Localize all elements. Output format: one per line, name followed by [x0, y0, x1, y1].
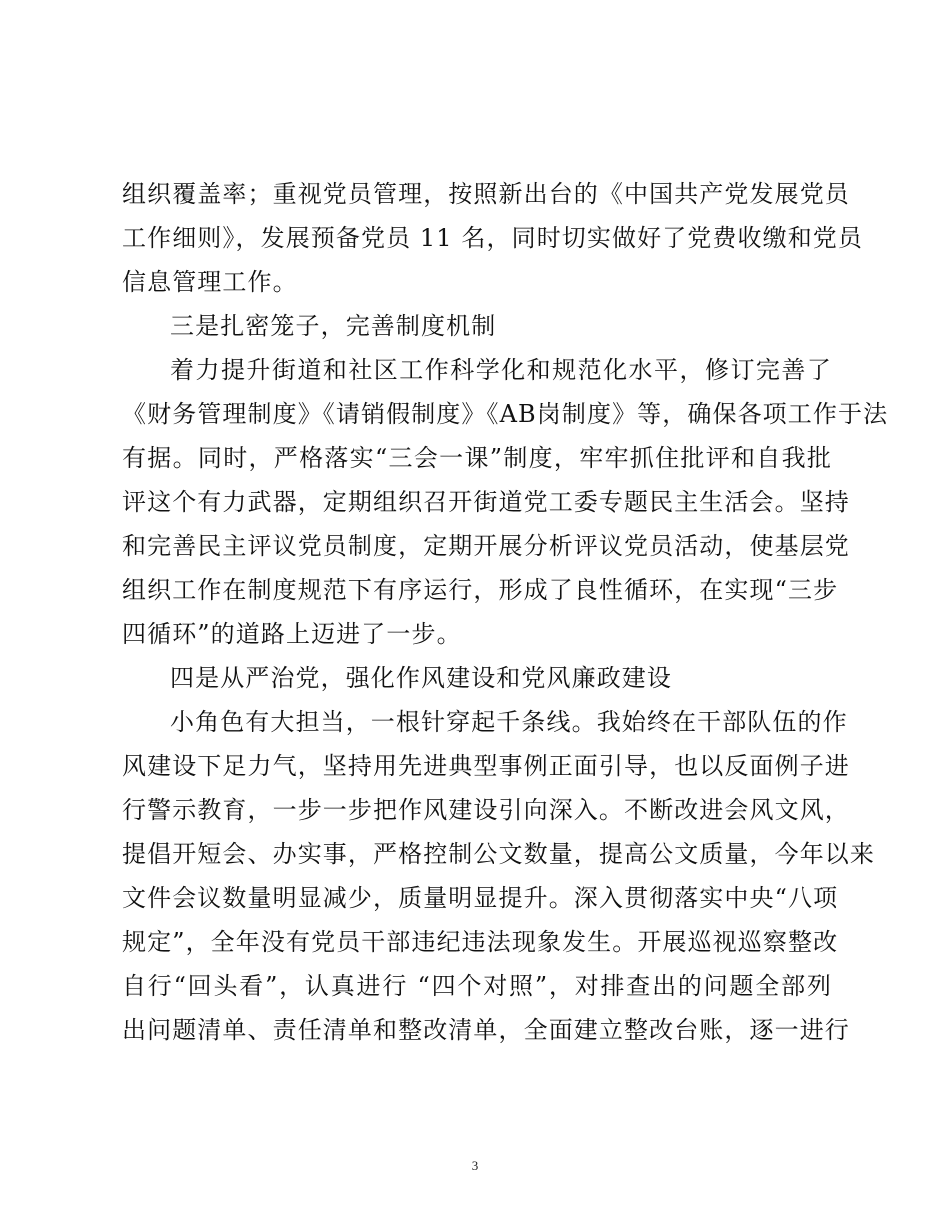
body-line: 出问题清单、责任清单和整改清单，全面建立整改台账，逐一进行 [122, 1016, 850, 1044]
body-line: 组织工作在制度规范下有序运行，形成了良性循环，在实现“三步 [122, 576, 839, 604]
body-line: 小角色有大担当，一根针穿起千条线。我始终在干部队伍的作 [170, 708, 848, 736]
section-heading: 三是扎密笼子，完善制度机制 [170, 312, 497, 340]
section-heading: 四是从严治党，强化作风建设和党风廉政建设 [170, 664, 672, 692]
body-line: 四循环”的道路上迈进了一步。 [122, 620, 462, 648]
body-line: 组织覆盖率；重视党员管理，按照新出台的《中国共产党发展党员 [122, 180, 850, 208]
body-line: 工作细则》，发展预备党员 11 名，同时切实做好了党费收缴和党员 [122, 224, 863, 252]
body-line: 评这个有力武器，定期组织召开街道党工委专题民主生活会。坚持 [122, 488, 850, 516]
body-line: 《财务管理制度》《请销假制度》《AB岗制度》等，确保各项工作于法 [122, 400, 889, 428]
body-line: 规定”，全年没有党员干部违纪违法现象发生。开展巡视巡察整改 [122, 928, 839, 956]
body-line: 和完善民主评议党员制度，定期开展分析评议党员活动，使基层党 [122, 532, 850, 560]
body-line: 提倡开短会、办实事，严格控制公文数量，提高公文质量，今年以来 [122, 840, 875, 868]
body-line: 自行“回头看”，认真进行 “四个对照”，对排查出的问题全部列 [122, 972, 832, 1000]
body-line: 有据。同时，严格落实“三会一课”制度，牢牢抓住批评和自我批 [122, 444, 832, 472]
body-line: 风建设下足力气，坚持用先进典型事例正面引导，也以反面例子进 [122, 752, 850, 780]
body-line: 行警示教育，一步一步把作风建设引向深入。不断改进会风文风， [122, 796, 850, 824]
page-number: 3 [471, 1158, 479, 1173]
body-line: 文件会议数量明显减少，质量明显提升。深入贯彻落实中央“八项 [122, 884, 839, 912]
body-line: 信息管理工作。 [122, 268, 298, 296]
body-line: 着力提升街道和社区工作科学化和规范化水平，修订完善了 [170, 356, 832, 384]
